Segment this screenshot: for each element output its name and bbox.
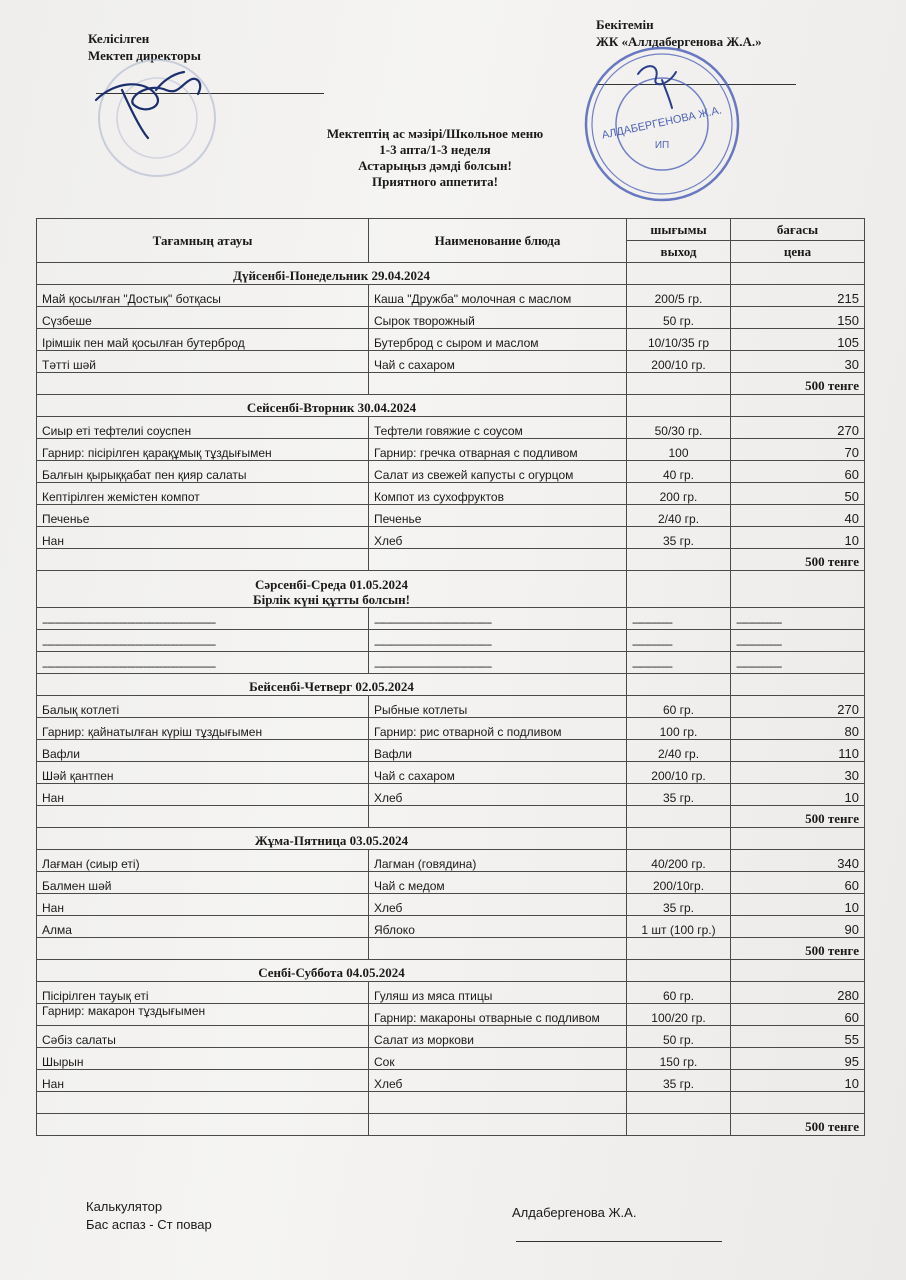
day-header-row — [37, 263, 865, 285]
day-title — [37, 674, 627, 696]
agreed-role: Мектеп директоры — [88, 48, 201, 63]
dish-output: 2/40 гр. — [627, 505, 731, 527]
dish-output: 2/40 гр. — [627, 740, 731, 762]
day-total: 500 тенге — [731, 938, 865, 960]
menu-item-row — [37, 872, 865, 894]
dish-name-ru: Бутерброд с сыром и маслом — [369, 329, 627, 351]
dish-name-ru: Компот из сухофруктов — [369, 483, 627, 505]
day-total: 500 тенге — [731, 1114, 865, 1136]
menu-item-row — [37, 505, 865, 527]
day-header-empty — [731, 828, 865, 850]
dish-name-kz: Тәтті шәй — [37, 351, 369, 373]
menu-item-row — [37, 307, 865, 329]
day-title-text: Жұма-Пятница 03.05.2024 — [254, 833, 409, 848]
menu-table — [36, 218, 865, 1136]
menu-table-body — [37, 263, 865, 1136]
menu-item-row — [37, 784, 865, 806]
dish-name-kz: Балық котлеті — [37, 696, 369, 718]
day-title-text: Бейсенбі-Четверг 02.05.2024 — [249, 679, 414, 694]
dish-name-kz: Кептірілген жемістен компот — [37, 483, 369, 505]
dish-price: 40 — [731, 505, 865, 527]
dash-cell-out: --------------- — [627, 652, 731, 674]
dish-price: 55 — [731, 1026, 865, 1048]
approved-name: ЖК «Аллдабергенова Ж.А.» — [596, 34, 762, 49]
footer-right — [512, 1204, 636, 1222]
dish-name-kz: Шырын — [37, 1048, 369, 1070]
dish-output: 10/10/35 гр — [627, 329, 731, 351]
day-total: 500 тенге — [731, 549, 865, 571]
menu-item-row — [37, 762, 865, 784]
dish-output: 200 гр. — [627, 483, 731, 505]
dish-name-kz: Сүзбеше — [37, 307, 369, 329]
footer-signature-line — [516, 1241, 722, 1242]
dash-row — [37, 652, 865, 674]
menu-item-row — [37, 696, 865, 718]
dish-price: 60 — [731, 1004, 865, 1026]
dish-output: 50 гр. — [627, 307, 731, 329]
dash-cell-kz: ----------------------------------------------------------------- — [37, 608, 369, 630]
dish-name-kz: Сиыр еті тефтелиі соуспен — [37, 417, 369, 439]
dish-name-kz: Нан — [37, 1070, 369, 1092]
day-total: 500 тенге — [731, 806, 865, 828]
title-line-3: Астарыңыз дәмді болсын! — [358, 158, 512, 173]
day-header-empty — [731, 263, 865, 285]
calc-label: Калькулятор — [86, 1199, 163, 1214]
dish-name-ru: Чай с сахаром — [369, 762, 627, 784]
dish-output: 200/5 гр. — [627, 285, 731, 307]
day-header-empty — [731, 674, 865, 696]
dash-row — [37, 630, 865, 652]
menu-item-row — [37, 461, 865, 483]
dash-cell-ru: -------------------------------------------- — [369, 652, 627, 674]
menu-item-row — [37, 982, 865, 1004]
dish-name-kz: Пісірілген тауық еті — [37, 982, 369, 1004]
day-header-empty — [627, 960, 731, 982]
signer-name: Алдабергенова Ж.А. — [512, 1205, 637, 1220]
day-header-row — [37, 828, 865, 850]
dish-name-ru: Печенье — [369, 505, 627, 527]
day-total-row — [37, 373, 865, 395]
dish-name-ru: Сырок творожный — [369, 307, 627, 329]
col-header-out-kz: шығымы — [627, 219, 731, 241]
dish-output: 35 гр. — [627, 894, 731, 916]
dish-name-kz: Ірімшік пен май қосылған бутерброд — [37, 329, 369, 351]
menu-item-row — [37, 285, 865, 307]
day-header-empty — [731, 960, 865, 982]
total-empty — [37, 938, 369, 960]
dash-cell-price: ----------------- — [731, 630, 865, 652]
dash-cell-kz: ----------------------------------------------------------------- — [37, 652, 369, 674]
director-signature — [86, 60, 216, 140]
stamp-sub: ИП — [654, 140, 670, 151]
menu-item-row — [37, 439, 865, 461]
menu-item-row — [37, 718, 865, 740]
menu-item-row — [37, 1026, 865, 1048]
day-header-empty — [627, 828, 731, 850]
dish-name-kz: Шәй қантпен — [37, 762, 369, 784]
dash-cell-out: --------------- — [627, 608, 731, 630]
menu-item-row — [37, 1070, 865, 1092]
dish-name-ru: Лагман (говядина) — [369, 850, 627, 872]
dish-name-ru: Чай с медом — [369, 872, 627, 894]
dish-name-kz: Гарнир: макарон тұздығымен — [37, 1004, 369, 1026]
day-total-row — [37, 1114, 865, 1136]
dish-name-kz: Май қосылған "Достық" ботқасы — [37, 285, 369, 307]
blank-row — [37, 1092, 865, 1114]
dish-name-kz: Нан — [37, 784, 369, 806]
stamp-name: АЛДАБЕРГЕНОВА Ж.А. — [600, 104, 723, 142]
col-header-kz: Тағамның атауы — [37, 219, 369, 263]
day-total-row — [37, 938, 865, 960]
dish-price: 60 — [731, 461, 865, 483]
menu-table-header — [37, 219, 865, 263]
dash-cell-ru: -------------------------------------------- — [369, 630, 627, 652]
day-header-row — [37, 395, 865, 417]
dish-output: 1 шт (100 гр.) — [627, 916, 731, 938]
dish-name-kz: Печенье — [37, 505, 369, 527]
title-line-1: Мектептің ас мәзірі/Школьное меню — [326, 126, 544, 141]
day-header-empty — [627, 571, 731, 608]
day-header-row — [37, 571, 865, 608]
dish-price: 10 — [731, 784, 865, 806]
dish-name-ru: Салат из моркови — [369, 1026, 627, 1048]
day-header-empty — [627, 263, 731, 285]
title-line-2: 1-3 апта/1-3 неделя — [379, 142, 491, 157]
menu-item-row — [37, 916, 865, 938]
dish-name-kz: Гарнир: қайнатылған күріш тұздығымен — [37, 718, 369, 740]
dish-name-ru: Гарнир: рис отварной с подливом — [369, 718, 627, 740]
total-empty — [627, 549, 731, 571]
dish-name-ru: Хлеб — [369, 894, 627, 916]
total-empty — [627, 806, 731, 828]
dish-name-ru: Рыбные котлеты — [369, 696, 627, 718]
dash-cell-out: --------------- — [627, 630, 731, 652]
menu-item-row — [37, 417, 865, 439]
dish-name-ru: Каша "Дружба" молочная с маслом — [369, 285, 627, 307]
dish-name-kz: Лағман (сиыр еті) — [37, 850, 369, 872]
total-empty — [369, 938, 627, 960]
dish-name-ru: Вафли — [369, 740, 627, 762]
day-header-empty — [627, 395, 731, 417]
total-empty — [369, 549, 627, 571]
day-title-text: Сенбі-Суббота 04.05.2024 — [258, 965, 405, 980]
dish-output: 35 гр. — [627, 527, 731, 549]
dish-output: 35 гр. — [627, 784, 731, 806]
dish-name-ru: Сок — [369, 1048, 627, 1070]
dish-price: 10 — [731, 1070, 865, 1092]
menu-item-row — [37, 740, 865, 762]
title-line-4: Приятного аппетита! — [372, 174, 498, 189]
dash-cell-kz: ----------------------------------------------------------------- — [37, 630, 369, 652]
day-subtitle-text: Бірлік күні құтты болсын! — [253, 592, 410, 607]
dish-name-ru: Гуляш из мяса птицы — [369, 982, 627, 1004]
dish-name-ru: Хлеб — [369, 527, 627, 549]
dish-output: 60 гр. — [627, 696, 731, 718]
day-title — [37, 263, 627, 285]
day-total-row — [37, 806, 865, 828]
dash-row — [37, 608, 865, 630]
dish-output: 100/20 гр. — [627, 1004, 731, 1026]
dish-output: 200/10 гр. — [627, 351, 731, 373]
dish-name-ru: Гарнир: гречка отварная с подливом — [369, 439, 627, 461]
footer-left — [86, 1198, 212, 1234]
dish-price: 60 — [731, 872, 865, 894]
menu-item-row — [37, 527, 865, 549]
dish-price: 270 — [731, 417, 865, 439]
col-header-ru: Наименование блюда — [369, 219, 627, 263]
dish-name-kz: Балғын қырыққабат пен қияр салаты — [37, 461, 369, 483]
dish-name-ru: Гарнир: макароны отварные с подливом — [369, 1004, 627, 1026]
agreed-label: Келісілген — [88, 31, 150, 46]
day-total: 500 тенге — [731, 373, 865, 395]
blank-cell — [731, 1092, 865, 1114]
dish-price: 105 — [731, 329, 865, 351]
dish-output: 50/30 гр. — [627, 417, 731, 439]
dish-price: 110 — [731, 740, 865, 762]
dish-price: 150 — [731, 307, 865, 329]
total-empty — [369, 373, 627, 395]
dish-name-ru: Салат из свежей капусты с огурцом — [369, 461, 627, 483]
dish-name-ru: Чай с сахаром — [369, 351, 627, 373]
total-empty — [37, 806, 369, 828]
menu-item-row — [37, 1048, 865, 1070]
total-empty — [627, 938, 731, 960]
dish-name-ru: Хлеб — [369, 1070, 627, 1092]
menu-item-row — [37, 329, 865, 351]
approved-label: Бекітемін — [596, 17, 654, 32]
dish-output: 200/10 гр. — [627, 762, 731, 784]
dish-output: 100 — [627, 439, 731, 461]
total-empty — [37, 549, 369, 571]
dish-output: 50 гр. — [627, 1026, 731, 1048]
dish-price: 95 — [731, 1048, 865, 1070]
day-header-empty — [731, 395, 865, 417]
day-header-empty — [731, 571, 865, 608]
dish-name-kz: Алма — [37, 916, 369, 938]
day-header-row — [37, 960, 865, 982]
day-title-text: Дүйсенбі-Понедельник 29.04.2024 — [233, 268, 430, 283]
dish-price: 340 — [731, 850, 865, 872]
dish-output: 100 гр. — [627, 718, 731, 740]
dish-price: 10 — [731, 527, 865, 549]
day-header-row — [37, 674, 865, 696]
day-title — [37, 395, 627, 417]
menu-item-row — [37, 351, 865, 373]
dish-name-kz: Нан — [37, 527, 369, 549]
dish-output: 40/200 гр. — [627, 850, 731, 872]
day-title — [37, 828, 627, 850]
dish-output: 200/10гр. — [627, 872, 731, 894]
menu-item-row — [37, 894, 865, 916]
total-empty — [37, 373, 369, 395]
dash-cell-ru: -------------------------------------------- — [369, 608, 627, 630]
dish-price: 70 — [731, 439, 865, 461]
menu-title — [240, 126, 630, 190]
day-title — [37, 571, 627, 608]
dish-price: 280 — [731, 982, 865, 1004]
dish-name-kz: Балмен шәй — [37, 872, 369, 894]
day-title-text: Сейсенбі-Вторник 30.04.2024 — [246, 400, 417, 415]
menu-item-row — [37, 483, 865, 505]
dish-output: 150 гр. — [627, 1048, 731, 1070]
total-empty — [627, 1114, 731, 1136]
day-title — [37, 960, 627, 982]
dish-name-ru: Хлеб — [369, 784, 627, 806]
dish-price: 270 — [731, 696, 865, 718]
total-empty — [627, 373, 731, 395]
dish-name-kz: Сәбіз салаты — [37, 1026, 369, 1048]
dish-name-ru: Яблоко — [369, 916, 627, 938]
blank-cell — [627, 1092, 731, 1114]
col-header-price-kz: бағасы — [731, 219, 865, 241]
dish-price: 30 — [731, 762, 865, 784]
dish-output: 40 гр. — [627, 461, 731, 483]
dish-price: 90 — [731, 916, 865, 938]
dash-cell-price: ----------------- — [731, 652, 865, 674]
total-empty — [37, 1114, 369, 1136]
dish-output: 35 гр. — [627, 1070, 731, 1092]
dash-cell-price: ----------------- — [731, 608, 865, 630]
day-header-empty — [627, 674, 731, 696]
dish-output: 60 гр. — [627, 982, 731, 1004]
dish-price: 30 — [731, 351, 865, 373]
dish-name-kz: Нан — [37, 894, 369, 916]
dish-name-kz: Вафли — [37, 740, 369, 762]
total-empty — [369, 1114, 627, 1136]
day-title-text: Сәрсенбі-Среда 01.05.2024 — [254, 577, 409, 592]
dish-price: 80 — [731, 718, 865, 740]
total-empty — [369, 806, 627, 828]
col-header-out-ru: выход — [627, 241, 731, 263]
chef-label: Бас аспаз - Ст повар — [86, 1217, 212, 1232]
dish-price: 10 — [731, 894, 865, 916]
dish-name-kz: Гарнир: пісірілген қарақұмық тұздығымен — [37, 439, 369, 461]
dish-price: 50 — [731, 483, 865, 505]
dish-name-ru: Тефтели говяжие с соусом — [369, 417, 627, 439]
dish-price: 215 — [731, 285, 865, 307]
menu-item-row — [37, 850, 865, 872]
col-header-price-ru: цена — [731, 241, 865, 263]
menu-item-row — [37, 1004, 865, 1026]
blank-cell — [37, 1092, 369, 1114]
blank-cell — [369, 1092, 627, 1114]
day-total-row — [37, 549, 865, 571]
